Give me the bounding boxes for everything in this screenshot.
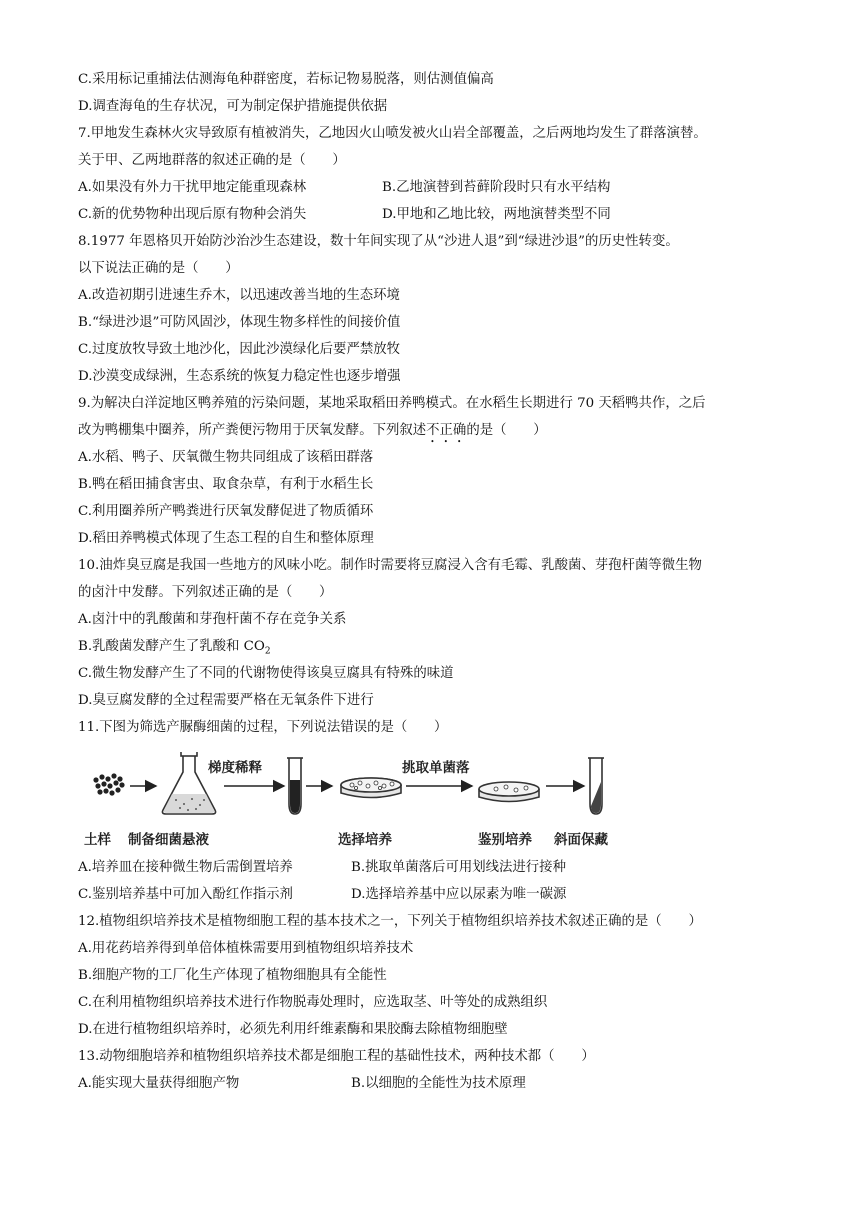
q7-stem-line1: 7.甲地发生森林火灾导致原有植被消失，乙地因火山喷发被火山岩全部覆盖，之后两地均发生了群落演替。	[78, 126, 707, 141]
test-tube-icon	[287, 758, 303, 814]
q11-stem: 11.下图为筛选产脲酶细菌的过程，下列说法错误的是（ ）	[78, 720, 448, 735]
petri-dish-select-icon	[341, 778, 401, 798]
q9-stem-line2	[78, 421, 547, 446]
q13-stem: 13.动物细胞培养和植物组织培养技术都是细胞工程的基础性技术，两种技术都（ ）	[78, 1049, 595, 1064]
q8-option-d: D.沙漠变成绿洲，生态系统的恢复力稳定性也逐步增强	[78, 369, 401, 384]
q11-option-c: C.鉴别培养基中可加入酚红作指示剂	[78, 887, 293, 902]
q8-option-b: B.“绿进沙退”可防风固沙，体现生物多样性的间接价值	[78, 315, 401, 330]
q9-option-d: D.稻田养鸭模式体现了生态工程的自生和整体原理	[78, 531, 374, 546]
q9-stem-line1: 9.为解决白洋淀地区鸭养殖的污染问题，某地采取稻田养鸭模式。在水稻生长期进行 70 天稻鸭共作，之后	[78, 396, 706, 411]
petri-dish-identify-icon	[479, 782, 539, 802]
q7-stem-line2: 关于甲、乙两地群落的叙述正确的是（ ）	[78, 153, 346, 168]
urease-bacteria-screening-figure	[84, 752, 644, 852]
q12-option-d: D.在进行植物组织培养时，必须先利用纤维素酶和果胶酶去除植物细胞壁	[78, 1022, 508, 1037]
label-pick-single-colony: 挑取单菌落	[402, 760, 470, 776]
q8-stem-line1: 8.1977 年恩格贝开始防沙治沙生态建设，数十年间实现了从“沙进人退”到“绿进沙退”的历史性转变。	[78, 234, 679, 249]
q7-option-a: A.如果没有外力干扰甲地定能重现森林	[78, 180, 307, 195]
q7-option-c: C.新的优势物种出现后原有物种会消失	[78, 207, 307, 222]
slant-tube-icon	[588, 758, 604, 814]
q9-stem-post: 的是（ ）	[466, 423, 547, 438]
q6-option-c: C.采用标记重捕法估测海龟种群密度，若标记物易脱落，则估测值偏高	[78, 72, 494, 87]
q9-emphasis-not-correct: 不正确	[426, 423, 467, 438]
q12-option-a: A.用花药培养得到单倍体植株需要用到植物组织培养技术	[78, 941, 414, 956]
q10-option-b-subscript: 2	[264, 646, 271, 657]
q13-option-b: B.以细胞的全能性为技术原理	[351, 1076, 526, 1091]
label-slant-storage: 斜面保藏	[554, 832, 608, 848]
q12-stem: 12.植物组织培养技术是植物细胞工程的基本技术之一，下列关于植物组织培养技术叙述正确的是（ ）	[78, 914, 702, 929]
q7-option-b: B.乙地演替到苔藓阶段时只有水平结构	[382, 180, 611, 195]
label-prepare-suspension: 制备细菌悬液	[128, 832, 209, 848]
q6-option-d: D.调查海龟的生存状况，可为制定保护措施提供依据	[78, 99, 388, 114]
q10-stem-line2: 的卤汁中发酵。下列叙述正确的是（ ）	[78, 585, 333, 600]
q9-option-a: A.水稻、鸭子、厌氧微生物共同组成了该稻田群落	[78, 450, 374, 465]
label-soil-sample: 土样	[84, 832, 111, 848]
q7-option-d: D.甲地和乙地比较，两地演替类型不同	[382, 207, 611, 222]
label-gradient-dilution: 梯度稀释	[208, 760, 262, 776]
q11-option-a: A.培养皿在接种微生物后需倒置培养	[78, 860, 293, 875]
q11-option-d: D.选择培养基中应以尿素为唯一碳源	[351, 887, 567, 902]
q11-option-b: B.挑取单菌落后可用划线法进行接种	[351, 860, 566, 875]
q12-option-b: B.细胞产物的工厂化生产体现了植物细胞具有全能性	[78, 968, 387, 983]
q10-option-b-text: B.乳酸菌发酵产生了乳酸和 CO	[78, 639, 265, 654]
q13-option-a: A.能实现大量获得细胞产物	[78, 1076, 240, 1091]
soil-sample-icon	[93, 773, 124, 795]
q10-option-a: A.卤汁中的乳酸菌和芽孢杆菌不存在竞争关系	[78, 612, 347, 627]
q9-option-b: B.鸭在稻田捕食害虫、取食杂草，有利于水稻生长	[78, 477, 374, 492]
q8-option-a: A.改造初期引进速生乔木，以迅速改善当地的生态环境	[78, 288, 400, 303]
q8-option-c: C.过度放牧导致土地沙化，因此沙漠绿化后要严禁放牧	[78, 342, 401, 357]
q8-stem-line2: 以下说法正确的是（ ）	[78, 261, 239, 276]
q10-option-b	[78, 637, 271, 662]
q12-option-c: C.在利用植物组织培养技术进行作物脱毒处理时，应选取茎、叶等处的成熟组织	[78, 995, 548, 1010]
q9-stem-pre: 改为鸭棚集中圈养，所产粪便污物用于厌氧发酵。下列叙述	[78, 423, 427, 438]
label-identification-culture: 鉴别培养	[478, 832, 532, 848]
q10-option-c: C.微生物发酵产生了不同的代谢物使得该臭豆腐具有特殊的味道	[78, 666, 454, 681]
q10-option-d: D.臭豆腐发酵的全过程需要严格在无氧条件下进行	[78, 693, 374, 708]
q9-option-c: C.利用圈养所产鸭粪进行厌氧发酵促进了物质循环	[78, 504, 374, 519]
label-selective-culture: 选择培养	[338, 832, 392, 848]
q10-stem-line1: 10.油炸臭豆腐是我国一些地方的风味小吃。制作时需要将豆腐浸入含有毛霉、乳酸菌、芽孢杆菌等微生物	[78, 558, 702, 573]
